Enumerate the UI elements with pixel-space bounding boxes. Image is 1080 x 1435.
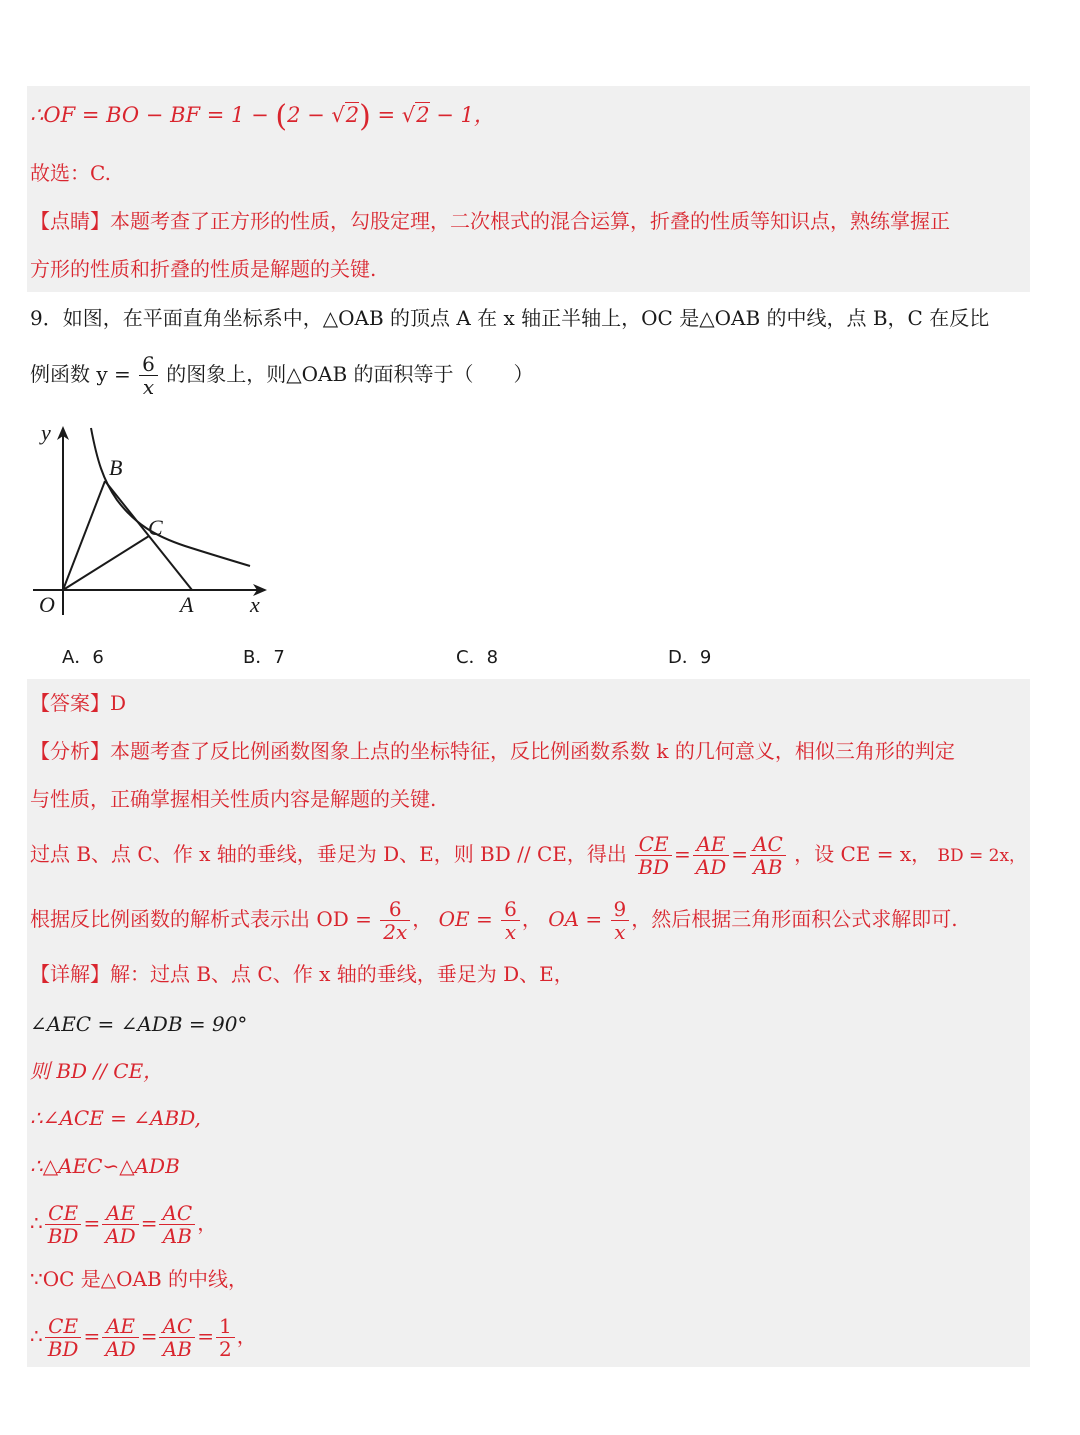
ratio-ad: AD bbox=[105, 1337, 136, 1361]
ratio-ce-bd-3 bbox=[45, 1315, 82, 1360]
ratio-ac: AC bbox=[159, 1202, 195, 1225]
oe-label: OE = bbox=[438, 907, 493, 931]
method-text-c: BD = 2x， bbox=[937, 846, 1027, 866]
ratio-ce-bd bbox=[635, 833, 672, 878]
segment-oc bbox=[63, 536, 149, 590]
option-a[interactable]: A．6 bbox=[62, 647, 104, 668]
method-text-a: 过点 B、点 C、作 x 轴的垂线，垂足为 D、E，则 BD // CE，得出 bbox=[30, 842, 627, 866]
note-text-1: 本题考查了正方形的性质，勾股定理，二次根式的混合运算，折叠的性质等知识点，熟练掌握正 bbox=[110, 209, 950, 233]
express-text-b: ，然后根据三角形面积公式求解即可. bbox=[631, 907, 958, 931]
ratio-ae: AE bbox=[102, 1315, 138, 1338]
detail-text-1: 解：过点 B、点 C、作 x 轴的垂线，垂足为 D、E， bbox=[110, 962, 574, 986]
option-b[interactable]: B．7 bbox=[243, 647, 285, 668]
od-num: 6 bbox=[380, 898, 410, 921]
ratio-ac-ab-2 bbox=[159, 1202, 195, 1247]
analysis-line-1 bbox=[30, 738, 955, 764]
oa-fraction bbox=[611, 898, 630, 943]
segment-ob bbox=[63, 481, 105, 590]
comma: ， bbox=[521, 907, 542, 931]
function-num: 6 bbox=[139, 353, 158, 376]
note-line-1 bbox=[30, 208, 950, 234]
option-d[interactable]: D．9 bbox=[668, 647, 712, 668]
answer-line: 【答案】D bbox=[30, 691, 127, 715]
eq-sign: = bbox=[197, 1324, 214, 1348]
step-ratio bbox=[30, 1195, 217, 1251]
analysis-line-2: 与性质，正确掌握相关性质内容是解题的关键. bbox=[30, 787, 437, 811]
half-num: 1 bbox=[216, 1315, 235, 1338]
comma: ， bbox=[412, 907, 433, 931]
eq-sign: = bbox=[140, 1211, 158, 1235]
ratio-ae: AE bbox=[693, 833, 729, 856]
analysis-text-1: 本题考查了反比例函数图象上点的坐标特征，反比例函数系数 k 的几何意义，相似三角形的判定 bbox=[110, 739, 955, 763]
label-a: A bbox=[180, 592, 194, 617]
oa-den: x bbox=[614, 920, 626, 944]
detail-tag: 【详解】 bbox=[30, 962, 110, 986]
method-line bbox=[30, 826, 1026, 884]
question-stem-text-2b: 的图象上，则△OAB 的面积等于（ ） bbox=[166, 362, 534, 386]
eq-sign: = bbox=[83, 1211, 101, 1235]
therefore-sign: ∴ bbox=[30, 1211, 43, 1235]
ratio-ae-ad bbox=[693, 833, 729, 878]
hyperbola-figure bbox=[25, 420, 275, 620]
ratio-ab: AB bbox=[162, 1224, 192, 1248]
eq-sign: = bbox=[83, 1324, 101, 1348]
of-formula: ∴OF = BO − BF = 1 − (2 − √2) = √2 − 1， bbox=[30, 99, 495, 134]
ratio-ae-ad-2 bbox=[102, 1202, 138, 1247]
ratio-ac-ab-3 bbox=[159, 1315, 195, 1360]
ratio-ab: AB bbox=[753, 855, 783, 879]
end-comma: ， bbox=[197, 1211, 218, 1235]
oe-num: 6 bbox=[501, 898, 520, 921]
label-c: C bbox=[148, 515, 163, 540]
oe-den: x bbox=[504, 920, 517, 944]
express-text-a: 根据反比例函数的解析式表示出 OD = bbox=[30, 907, 372, 931]
end-comma: ， bbox=[236, 1324, 257, 1348]
therefore-sign: ∴ bbox=[30, 1324, 43, 1348]
ratio-ab: AB bbox=[162, 1337, 192, 1361]
label-o: O bbox=[39, 592, 55, 617]
because-median: ∵OC 是△OAB 的中线， bbox=[30, 1267, 249, 1291]
method-text-b: ，设 CE = x， bbox=[794, 842, 932, 866]
ratio-ae: AE bbox=[102, 1202, 138, 1225]
ratio-bd: BD bbox=[47, 1337, 79, 1361]
oa-num: 9 bbox=[611, 898, 630, 921]
step-similar: ∴△AEC∽△ADB bbox=[30, 1154, 180, 1178]
eq-sign: = bbox=[673, 842, 691, 866]
step-half bbox=[30, 1308, 257, 1364]
ratio-ac: AC bbox=[750, 833, 786, 856]
option-c[interactable]: C．8 bbox=[456, 647, 499, 668]
function-fraction bbox=[139, 353, 158, 398]
ratio-ad: AD bbox=[695, 855, 727, 879]
function-den: x bbox=[142, 375, 155, 399]
ratio-bd: BD bbox=[47, 1224, 79, 1248]
ratio-ce: CE bbox=[635, 833, 672, 856]
question-stem-2 bbox=[30, 348, 534, 400]
half-fraction bbox=[216, 1315, 235, 1360]
od-fraction bbox=[380, 898, 410, 943]
label-b: B bbox=[109, 455, 123, 480]
ratio-ae-ad-3 bbox=[102, 1315, 138, 1360]
note-tag: 【点睛】 bbox=[30, 209, 110, 233]
ratio-ac: AC bbox=[159, 1315, 195, 1338]
eq-sign: = bbox=[731, 842, 748, 866]
question-number: 9． bbox=[30, 306, 63, 330]
express-line bbox=[30, 891, 958, 947]
ratio-ac-ab bbox=[750, 833, 786, 878]
label-x: x bbox=[250, 592, 260, 617]
question-stem-text-1: 如图，在平面直角坐标系中，△OAB 的顶点 A 在 x 轴正半轴上，OC 是△OAB 的中线，点 B，C 在反比 bbox=[62, 306, 990, 330]
od-den: 2x bbox=[383, 920, 408, 944]
ratio-ce-bd-2 bbox=[45, 1202, 82, 1247]
step-eqangle: ∴∠ACE = ∠ABD, bbox=[30, 1106, 201, 1130]
ratio-ad: AD bbox=[105, 1224, 136, 1248]
choice-line: 故选：C. bbox=[30, 161, 111, 185]
oa-label: OA = bbox=[548, 907, 603, 931]
eq-sign: = bbox=[140, 1324, 158, 1348]
ratio-ce: CE bbox=[45, 1315, 82, 1338]
ratio-bd: BD bbox=[638, 855, 669, 879]
detail-line-1 bbox=[30, 961, 574, 987]
question-stem-text-2a: 例函数 y = bbox=[30, 362, 131, 386]
question-stem-1 bbox=[30, 305, 989, 331]
label-y: y bbox=[41, 420, 51, 445]
note-line-2: 方形的性质和折叠的性质是解题的关键. bbox=[30, 257, 377, 281]
step-angle: ∠AEC = ∠ADB = 90° bbox=[30, 1012, 248, 1036]
step-parallel: 则 BD // CE， bbox=[30, 1059, 164, 1083]
half-den: 2 bbox=[219, 1337, 232, 1361]
hyperbola-curve bbox=[91, 428, 250, 566]
analysis-tag: 【分析】 bbox=[30, 739, 110, 763]
ratio-ce: CE bbox=[45, 1202, 82, 1225]
oe-fraction bbox=[501, 898, 520, 943]
